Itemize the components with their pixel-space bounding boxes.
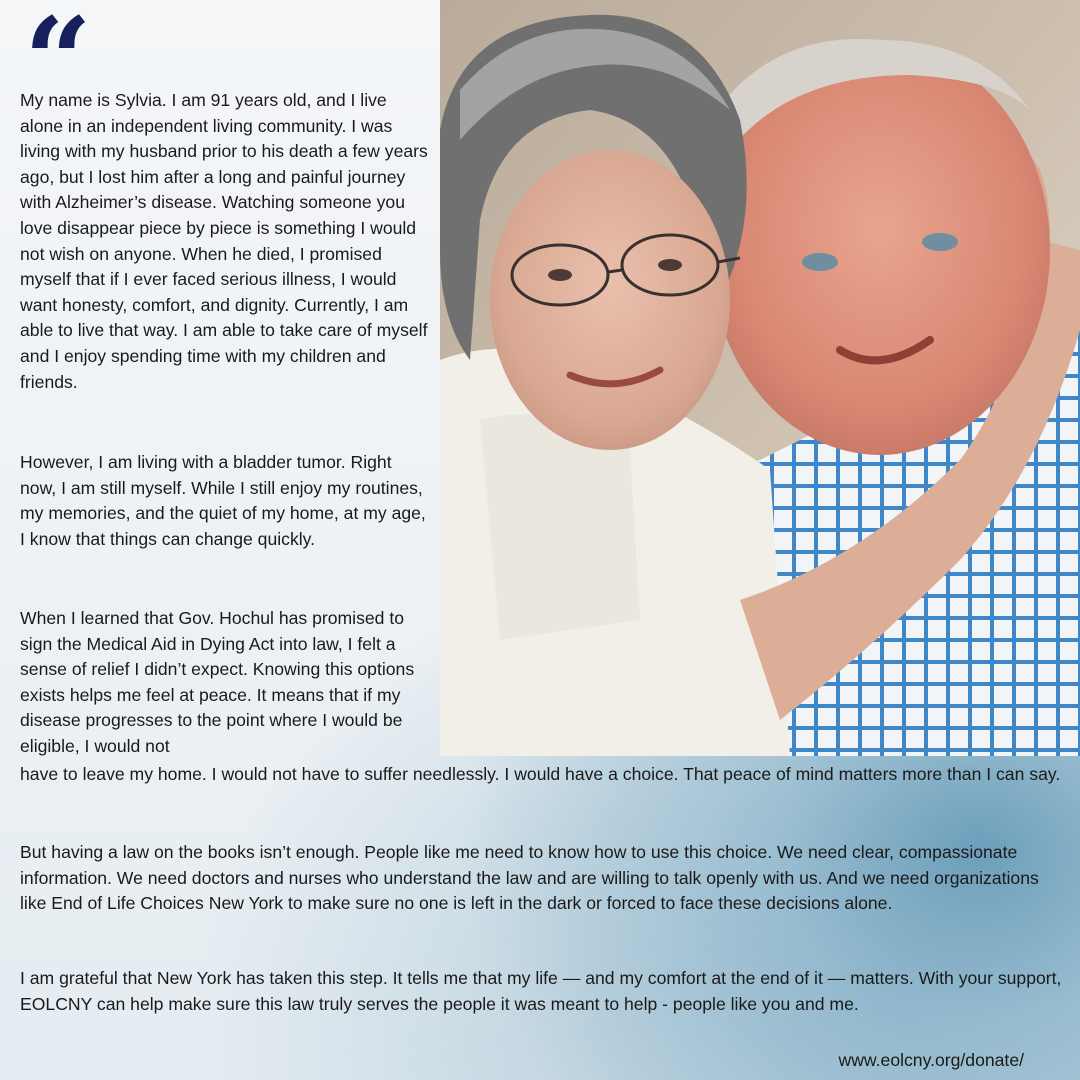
quote-mark-icon: “: [24, 0, 84, 130]
donate-link[interactable]: www.eolcny.org/donate/: [838, 1050, 1024, 1070]
story-paragraph-2: However, I am living with a bladder tumor. Right now, I am still myself. While I still enjoy my routines, my memories, and the quiet of my home, at my age, I know that things can change quickly.: [20, 452, 426, 549]
story-paragraph-3-start: When I learned that Gov. Hochul has promised to sign the Medical Aid in Dying Act into law, I felt a sense of relief I didn’t expect. Knowing this options exists helps me feel at peace. It means that if my disease progresses to the point where I would be eligible, I would not: [20, 608, 415, 756]
couple-photo: [440, 0, 1080, 756]
story-paragraph-5: I am grateful that New York has taken this step. It tells me that my life — and my comfort at the end of it — matters. With your support, EOLCNY can help make sure this law truly serves the people it was meant to help - people like you and me.: [20, 968, 1062, 1014]
story-paragraph-3-end: have to leave my home. I would not have to suffer needlessly. I would have a choice. That peace of mind matters more than I can say.: [20, 764, 1061, 784]
story-paragraph-4: But having a law on the books isn’t enough. People like me need to know how to use this choice. We need clear, compassionate information. We need doctors and nurses who understand the law and are willing to talk openly with us. And we need organizations like End of Life Choices New York to make sure no one is left in the dark or forced to face these decisions alone.: [20, 842, 1039, 914]
story-paragraph-1: My name is Sylvia. I am 91 years old, and I live alone in an independent living community. I was living with my husband prior to his death a few years ago, but I lost him after a long and painful journey with Alzheimer’s disease. Watching someone you love disappear piece by piece is something I would not wish on anyone. When he died, I promised myself that if I ever faced serious illness, I would want honesty, comfort, and dignity. Currently, I am able to live that way. I am able to take care of myself and I enjoy spending time with my children and friends.: [20, 90, 428, 392]
